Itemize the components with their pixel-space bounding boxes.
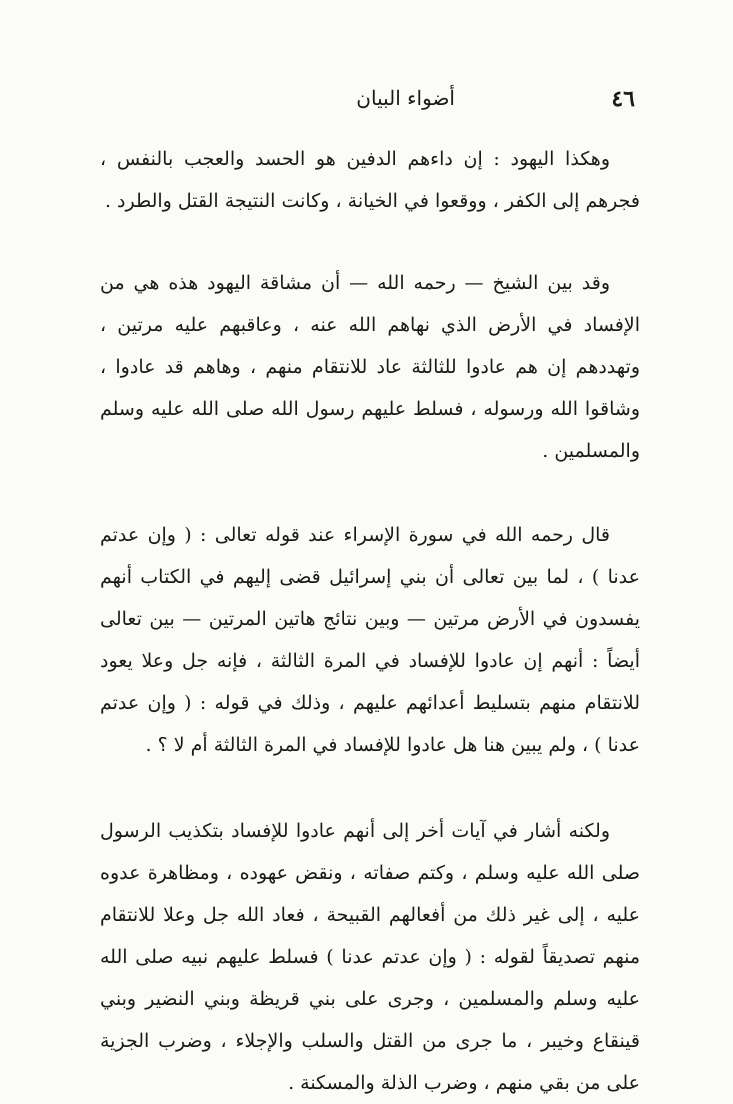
paragraph: وهكذا اليهود : إن داءهم الدفين هو الحسد والعجب بالنفس ، فجرهم إلى الكفر ، ووقعوا في الخيانة ، وكانت النتيجة القتل والطرد . — [100, 148, 640, 212]
paragraph: وقد بين الشيخ — رحمه الله — أن مشاقة اليهود هذه هي من الإفساد في الأرض الذي نهاهم الله عنه ، وعاقبهم عليه مرتين ، وتهددهم إن هم عادوا للثالثة عاد للانتقام منهم ، وهاهم قد عادوا ، وشاقوا الله ورسوله ، فسلط عليهم رسول الله صلى الله عليه وسلم والمسلمين . — [100, 272, 640, 462]
paragraph: ولكنه أشار في آيات أخر إلى أنهم عادوا للإفساد بتكذيب الرسول صلى الله عليه وسلم ، وكتم صفاته ، ونقض عهوده ، ومظاهرة عدوه عليه ، إلى غير ذلك من أفعالهم القبيحة ، فعاد الله جل وعلا للانتقام منهم تصديقاً لقوله : ( وإن عدتم عدنا ) فسلط عليهم نبيه صلى الله عليه وسلم والمسلمين ، وجرى على بني قريظة وبني النضير وبني قينقاع وخيبر ، ما جرى من القتل والسلب والإجلاء ، وضرب الجزية على من بقي منهم ، وضرب الذلة والمسكنة . — [100, 820, 640, 1094]
paragraph: قال رحمه الله في سورة الإسراء عند قوله تعالى : ( وإن عدتم عدنا ) ، لما بين تعالى أن بني إسرائيل قضى إليهم في الكتاب أنهم يفسدون في الأرض مرتين — وبين نتائج هاتين المرتين — بين تعالى أيضاً : أنهم إن عادوا للإفساد في المرة الثالثة ، فإنه جل وعلا يعود للانتقام منهم بتسليط أعدائهم عليهم ، وذلك في قوله : ( وإن عدتم عدنا ) ، ولم يبين هنا هل عادوا للإفساد في المرة الثالثة أم لا ؟ . — [100, 524, 640, 756]
page-header — [95, 86, 635, 116]
body-text — [100, 138, 640, 1104]
running-title: أضواء البيان — [356, 86, 455, 110]
page-number: ٤٦ — [611, 86, 635, 112]
